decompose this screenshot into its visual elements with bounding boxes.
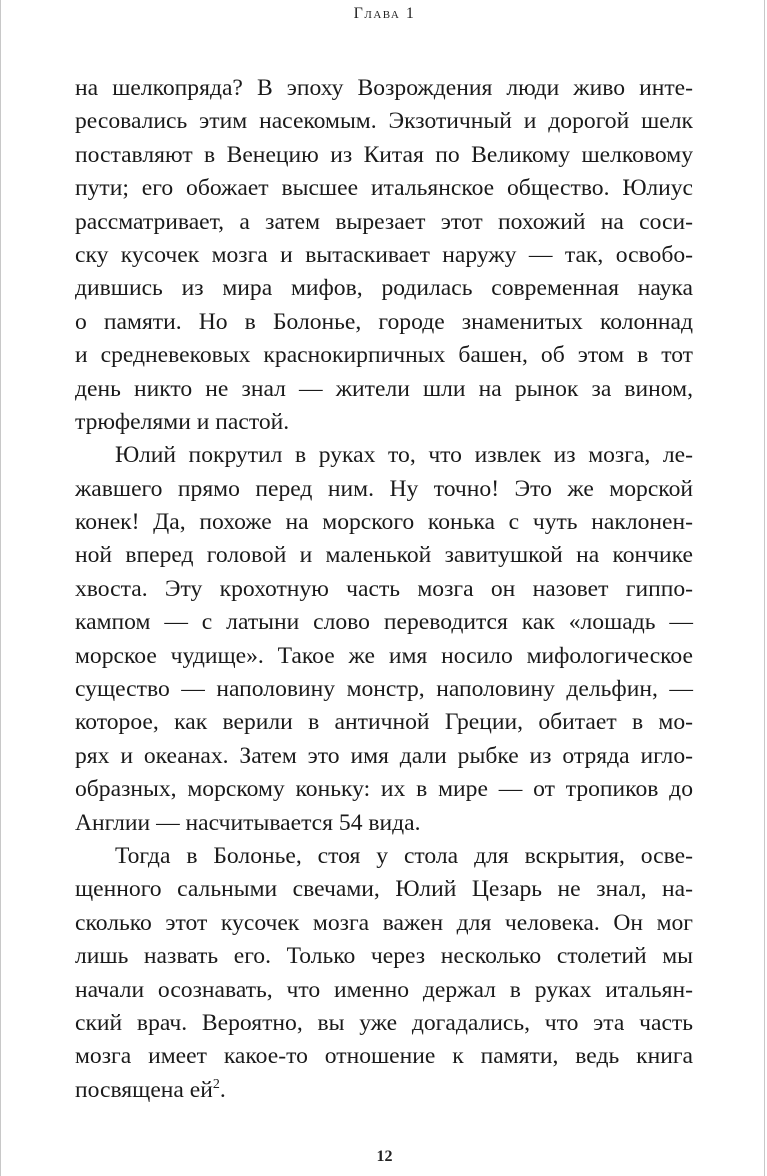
text-line: ский врач. Вероятно, вы уже догадались, что эта часть xyxy=(75,1009,693,1036)
body-text xyxy=(75,72,693,1107)
text-line: на шелкопряда? В эпоху Возрождения люди живо инте- xyxy=(75,75,693,101)
text-line: поставляют в Венецию из Китая по Великому шелковому xyxy=(75,141,693,168)
text-line: посвящена ей$^2$. xyxy=(75,1076,226,1103)
text-line: лишь назвать его. Только через несколько столетий мы xyxy=(75,943,693,970)
text-line: морское чудище». Такое же имя носило мифологическое xyxy=(75,642,693,669)
text-line: пути; его обожает высшее итальянское общество. Юлиус xyxy=(75,175,693,202)
text-line: рассматривает, а затем вырезает этот похожий на соси- xyxy=(75,208,693,235)
text-line: начали осознавать, что именно держал в руках итальян- xyxy=(75,976,693,1003)
text-line: хвоста. Эту крохотную часть мозга он назовет гиппо- xyxy=(75,575,693,602)
paragraph xyxy=(75,72,693,439)
text-line: ску кусочек мозга и вытаскивает наружу — так, освобо- xyxy=(75,241,693,268)
text-line: и средневековых краснокирпичных башен, об этом в тот xyxy=(75,342,693,369)
text-line: трюфелями и пастой. xyxy=(75,408,290,435)
text-line: Тогда в Болонье, стоя у стола для вскрытия, осве- xyxy=(115,842,693,869)
page-number: 12 xyxy=(376,1148,393,1165)
text-line: сколько этот кусочек мозга важен для человека. Он мог xyxy=(75,909,693,936)
text-line: Англии — насчитывается 54 вида. xyxy=(75,809,421,836)
footnote-ref[interactable]: 2 xyxy=(212,1076,220,1092)
text-line: дившись из мира мифов, родилась современная наука xyxy=(75,275,693,302)
text-line: жавшего прямо перед ним. Ну точно! Это же морской xyxy=(75,475,693,502)
text-line: кампом — с латыни слово переводится как «лошадь — xyxy=(75,609,693,636)
text-line: ресовались этим насекомым. Экзотичный и дорогой шелк xyxy=(75,108,693,135)
text-line: день никто не знал — жители шли на рынок за вином, xyxy=(75,375,693,402)
text-line: конек! Да, похоже на морского конька с чуть наклонен- xyxy=(75,509,693,536)
text-line: Юлий покрутил в руках то, что извлек из мозга, ле- xyxy=(115,442,693,469)
running-header: Глава 1 xyxy=(353,5,416,22)
text-line: образных, морскому коньку: их в мире — от тропиков до xyxy=(75,776,693,803)
text-line: о памяти. Но в Болонье, городе знаменитых колоннад xyxy=(75,308,693,335)
text-line: рях и океанах. Затем это имя дали рыбке из отряда игло- xyxy=(75,742,693,769)
text-line: щенного сальными свечами, Юлий Цезарь не знал, на- xyxy=(75,876,693,903)
text-line: ной вперед головой и маленькой завитушкой на кончике xyxy=(75,542,693,569)
paragraph xyxy=(75,439,693,840)
text-line: мозга имеет какое-то отношение к памяти, ведь книга xyxy=(75,1043,693,1070)
text-line: существо — наполовину монстр, наполовину дельфин, — xyxy=(75,676,693,703)
paragraph xyxy=(75,840,693,1107)
text-line: которое, как верили в античной Греции, обитает в мо- xyxy=(75,709,693,736)
trailing-punctuation: . xyxy=(219,1076,226,1103)
